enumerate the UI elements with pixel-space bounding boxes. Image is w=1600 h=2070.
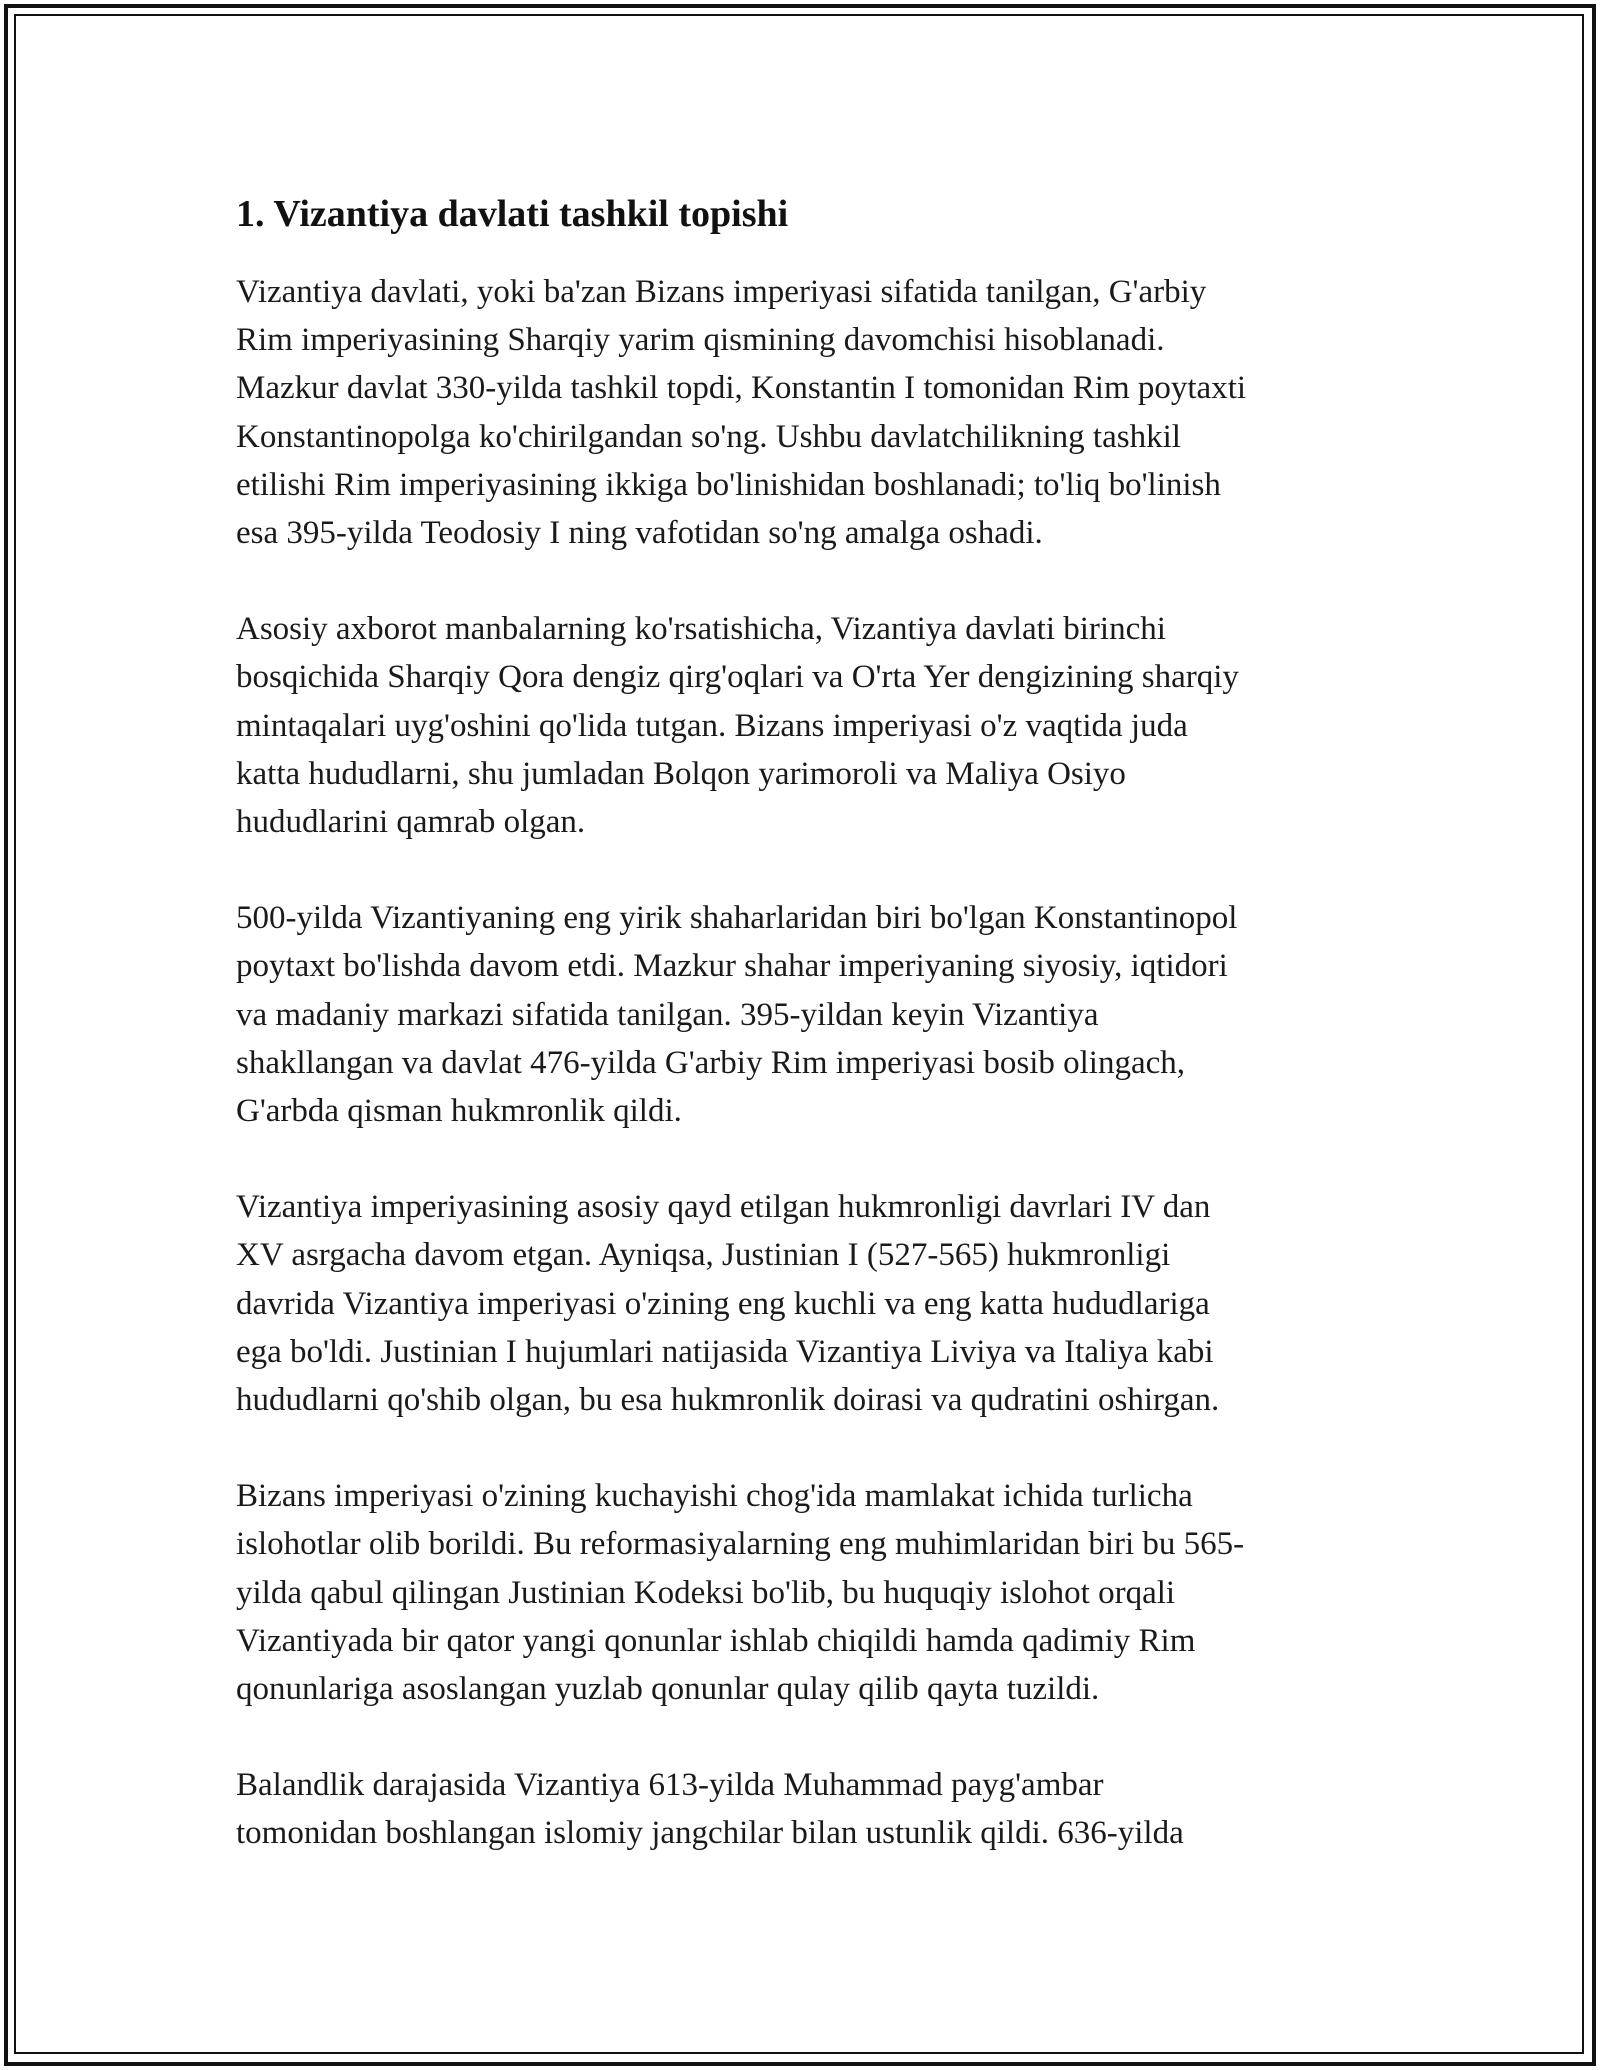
paragraph-container [236, 268, 1366, 1858]
paragraph [236, 605, 1366, 846]
text-line: davrida Vizantiya imperiyasi o'zining eng kuchli va eng katta hududlariga [236, 1285, 1210, 1322]
text-line: ega bo'ldi. Justinian I hujumlari natijasida Vizantiya Liviya va Italiya kabi [236, 1333, 1214, 1370]
text-line: hududlarni qo'shib olgan, bu esa hukmronlik doirasi va qudratini oshirgan. [236, 1382, 1220, 1419]
text-line: katta hududlarni, shu jumladan Bolqon yarimoroli va Maliya Osiyo [236, 755, 1126, 792]
text-line: Vizantiya imperiyasining asosiy qayd etilgan hukmronligi davrlari IV dan [236, 1189, 1211, 1226]
text-line: Rim imperiyasining Sharqiy yarim qismining davomchisi hisoblanadi. [236, 322, 1165, 359]
text-line: 500-yilda Vizantiyaning eng yirik shaharlaridan biri bo'lgan Konstantinopol [236, 900, 1238, 937]
paragraph [236, 1183, 1366, 1424]
text-line: Bizans imperiyasi o'zining kuchayishi chog'ida mamlakat ichida turlicha [236, 1478, 1193, 1515]
section-heading: 1. Vizantiya davlati tashkil topishi [236, 193, 789, 235]
text-line: qonunlariga asoslangan yuzlab qonunlar qulay qilib qayta tuzildi. [236, 1671, 1100, 1708]
text-line: hududlarini qamrab olgan. [236, 804, 586, 841]
paragraph [236, 1761, 1366, 1857]
text-line: esa 395-yilda Teodosiy I ning vafotidan so'ng amalga oshadi. [236, 515, 1043, 552]
document-body [236, 186, 1366, 1858]
text-line: etilishi Rim imperiyasining ikkiga bo'linishidan boshlanadi; to'liq bo'linish [236, 466, 1221, 503]
text-line: mintaqalari uyg'oshini qo'lida tutgan. Bizans imperiyasi o'z vaqtida juda [236, 707, 1188, 744]
text-line: G'arbda qisman hukmronlik qildi. [236, 1093, 682, 1130]
text-line: bosqichida Sharqiy Qora dengiz qirg'oqlari va O'rta Yer dengizining sharqiy [236, 659, 1239, 696]
text-line: shakllangan va davlat 476-yilda G'arbiy Rim imperiyasi bosib olingach, [236, 1044, 1185, 1081]
text-line: Asosiy axborot manbalarning ko'rsatishicha, Vizantiya davlati birinchi [236, 611, 1166, 648]
text-line: Konstantinopolga ko'chirilgandan so'ng. Ushbu davlatchilikning tashkil [236, 418, 1181, 455]
text-line: poytaxt bo'lishda davom etdi. Mazkur shahar imperiyaning siyosiy, iqtidori [236, 948, 1228, 985]
text-line: Vizantiyada bir qator yangi qonunlar ishlab chiqildi hamda qadimiy Rim [236, 1622, 1196, 1659]
paragraph [236, 894, 1366, 1135]
text-line: XV asrgacha davom etgan. Ayniqsa, Justinian I (527-565) hukmronligi [236, 1237, 1171, 1274]
text-line: Mazkur davlat 330-yilda tashkil topdi, Konstantin I tomonidan Rim poytaxti [236, 370, 1247, 407]
text-line: Vizantiya davlati, yoki ba'zan Bizans imperiyasi sifatida tanilgan, G'arbiy [236, 274, 1207, 310]
text-line: tomonidan boshlangan islomiy jangchilar bilan ustunlik qildi. 636-yilda [236, 1815, 1184, 1852]
text-line: Balandlik darajasida Vizantiya 613-yilda Muhammad payg'ambar [236, 1767, 1104, 1804]
text-line: va madaniy markazi sifatida tanilgan. 395-yildan keyin Vizantiya [236, 996, 1099, 1033]
text-line: yilda qabul qilingan Justinian Kodeksi bo'lib, bu huquqiy islohot orqali [236, 1574, 1176, 1611]
text-line: islohotlar olib borildi. Bu reformasiyalarning eng muhimlaridan biri bu 565- [236, 1526, 1245, 1563]
paragraph [236, 1472, 1366, 1713]
paragraph [236, 268, 1366, 557]
